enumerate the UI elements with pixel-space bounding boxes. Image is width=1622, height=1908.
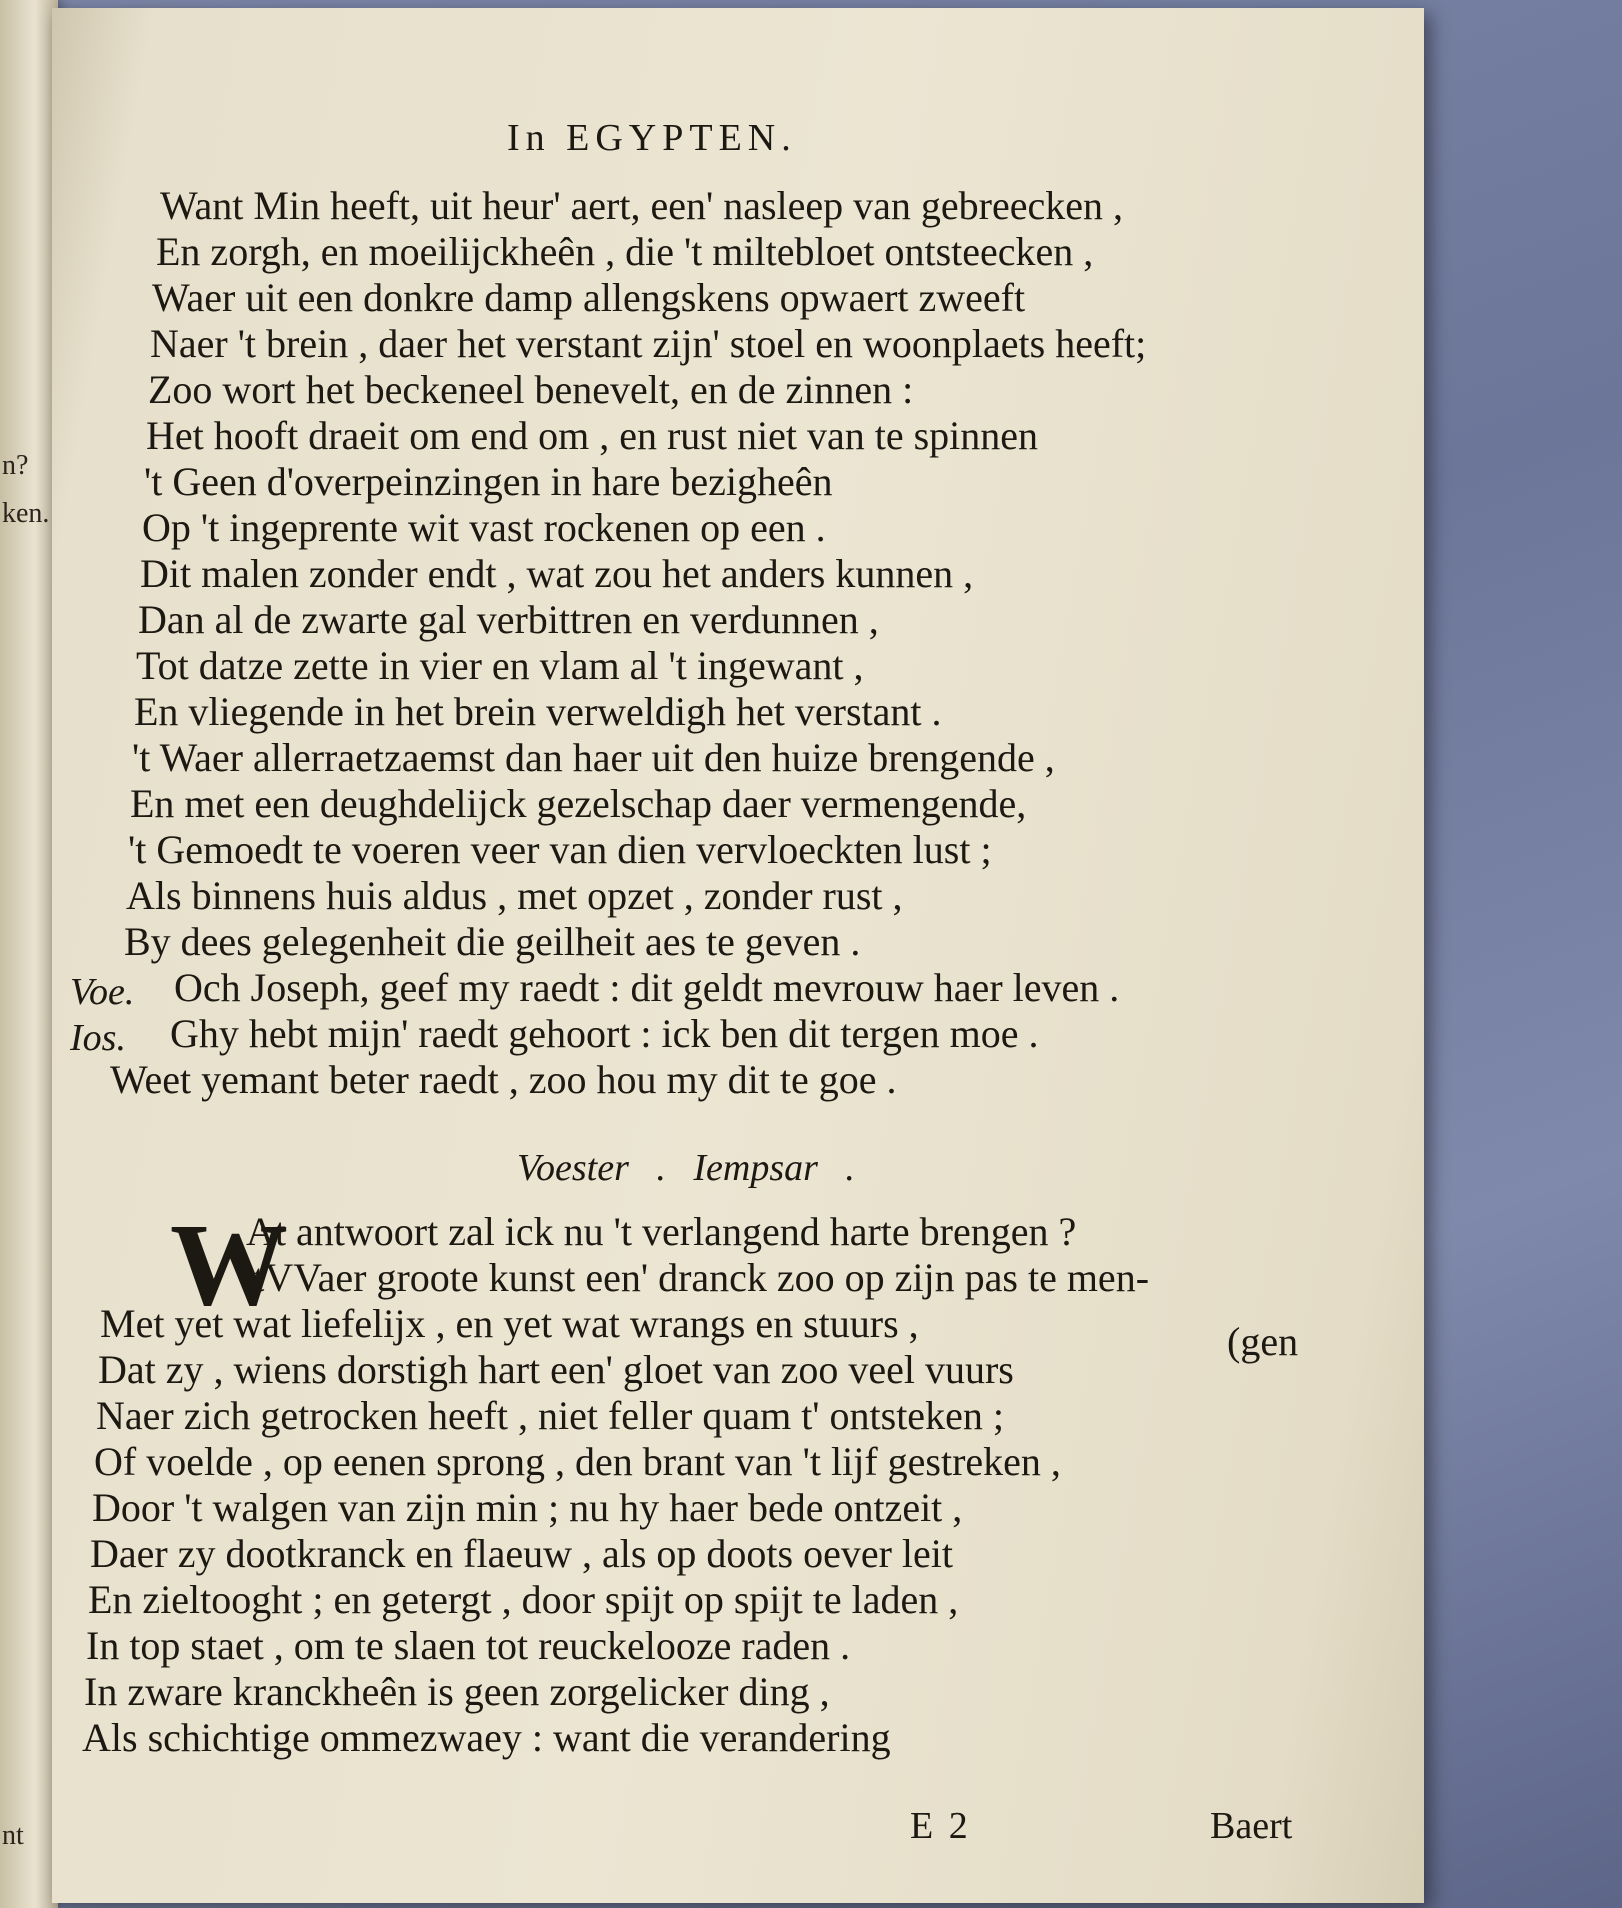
speaker-label: Voe. [70, 971, 135, 1013]
verse-line: 'tVVaer groote kunst een' dranck zoo op zijn pas te men- [246, 1255, 1150, 1300]
verse-line: Als binnens huis aldus , met opzet , zonder rust , [126, 873, 903, 918]
dialogue-line: Ghy hebt mijn' raedt gehoort : ick ben dit tergen moe . [170, 1011, 1039, 1056]
verse-line: En vliegende in het brein verweldigh het verstant . [134, 689, 942, 734]
facing-page-fragment: nt [2, 1820, 24, 1851]
verse-line: Daer zy dootkranck en flaeuw , als op doots oever leit [90, 1531, 954, 1576]
verse-line: By dees gelegenheit die geilheit aes te geven . [124, 919, 861, 964]
verse-line: En zorgh, en moeilijckheên , die 't miltebloet ontsteecken , [156, 229, 1094, 274]
verse-line: Dat zy , wiens dorstigh hart een' gloet van zoo veel vuurs [98, 1347, 1014, 1392]
turnover-fragment: (gen [1227, 1319, 1299, 1364]
verse-line: Naer 't brein , daer het verstant zijn' stoel en woonplaets heeft; [150, 321, 1147, 366]
verse-line: Waer uit een donkre damp allengskens opwaert zweeft [152, 275, 1026, 320]
verse-line: Door 't walgen van zijn min ; nu hy haer bede ontzeit , [92, 1485, 963, 1530]
verse-line: 't Geen d'overpeinzingen in hare bezigheên [144, 459, 833, 504]
verse-line: At antwoort zal ick nu 't verlangend harte brengen ? [246, 1209, 1077, 1254]
verse-line: Het hooft draeit om end om , en rust niet van te spinnen [146, 413, 1039, 458]
speaker-label: Ios. [70, 1017, 126, 1059]
verse-line: Als schichtige ommezwaey : want die verandering [82, 1715, 891, 1760]
verse-line: In zware kranckheên is geen zorgelicker ding , [84, 1669, 830, 1714]
verse-line: 't Gemoedt te voeren veer van dien vervloeckten lust ; [128, 827, 992, 872]
verse-line: In top staet , om te slaen tot reuckelooze raden . [86, 1623, 851, 1668]
running-head: In EGYPTEN. [507, 117, 797, 159]
verse-line: En zieltooght ; en getergt , door spijt op spijt te laden , [88, 1577, 959, 1622]
facing-page-fragment: ken. [2, 498, 50, 529]
verse-line: Tot datze zette in vier en vlam al 't ingewant , [136, 643, 864, 688]
signature-mark: E 2 [910, 1805, 971, 1847]
verse-line: Want Min heeft, uit heur' aert, een' nasleep van gebreecken , [160, 183, 1123, 228]
drop-capital: W [170, 1199, 288, 1330]
verse-line: Dan al de zwarte gal verbittren en verdunnen , [138, 597, 879, 642]
verse-line: Zoo wort het beckeneel benevelt, en de zinnen : [148, 367, 914, 412]
dialogue-line: Och Joseph, geef my raedt : dit geldt mevrouw haer leven . [174, 965, 1120, 1010]
verse-line: Naer zich getrocken heeft , niet feller quam t' ontsteken ; [96, 1393, 1004, 1438]
dialogue-line: Weet yemant beter raedt , zoo hou my dit te goe . [110, 1057, 897, 1102]
verse-line: Met yet wat liefelijx , en yet wat wrangs en stuurs , [100, 1301, 919, 1346]
verse-line: Dit malen zonder endt , wat zou het anders kunnen , [140, 551, 974, 596]
scene-heading: Voester . Iempsar . [517, 1147, 855, 1189]
verse-line: Op 't ingeprente wit vast rockenen op een . [142, 505, 826, 550]
verse-line: En met een deughdelijck gezelschap daer vermengende, [130, 781, 1027, 826]
verse-line: 't Waer allerraetzaemst dan haer uit den huize brengende , [132, 735, 1055, 780]
facing-page-fragment: n? [2, 450, 29, 481]
book-page [52, 8, 1424, 1903]
verse-line: Of voelde , op eenen sprong , den brant van 't lijf gestreken , [94, 1439, 1061, 1484]
catchword: Baert [1210, 1805, 1293, 1847]
facing-page-edge [0, 0, 58, 1908]
